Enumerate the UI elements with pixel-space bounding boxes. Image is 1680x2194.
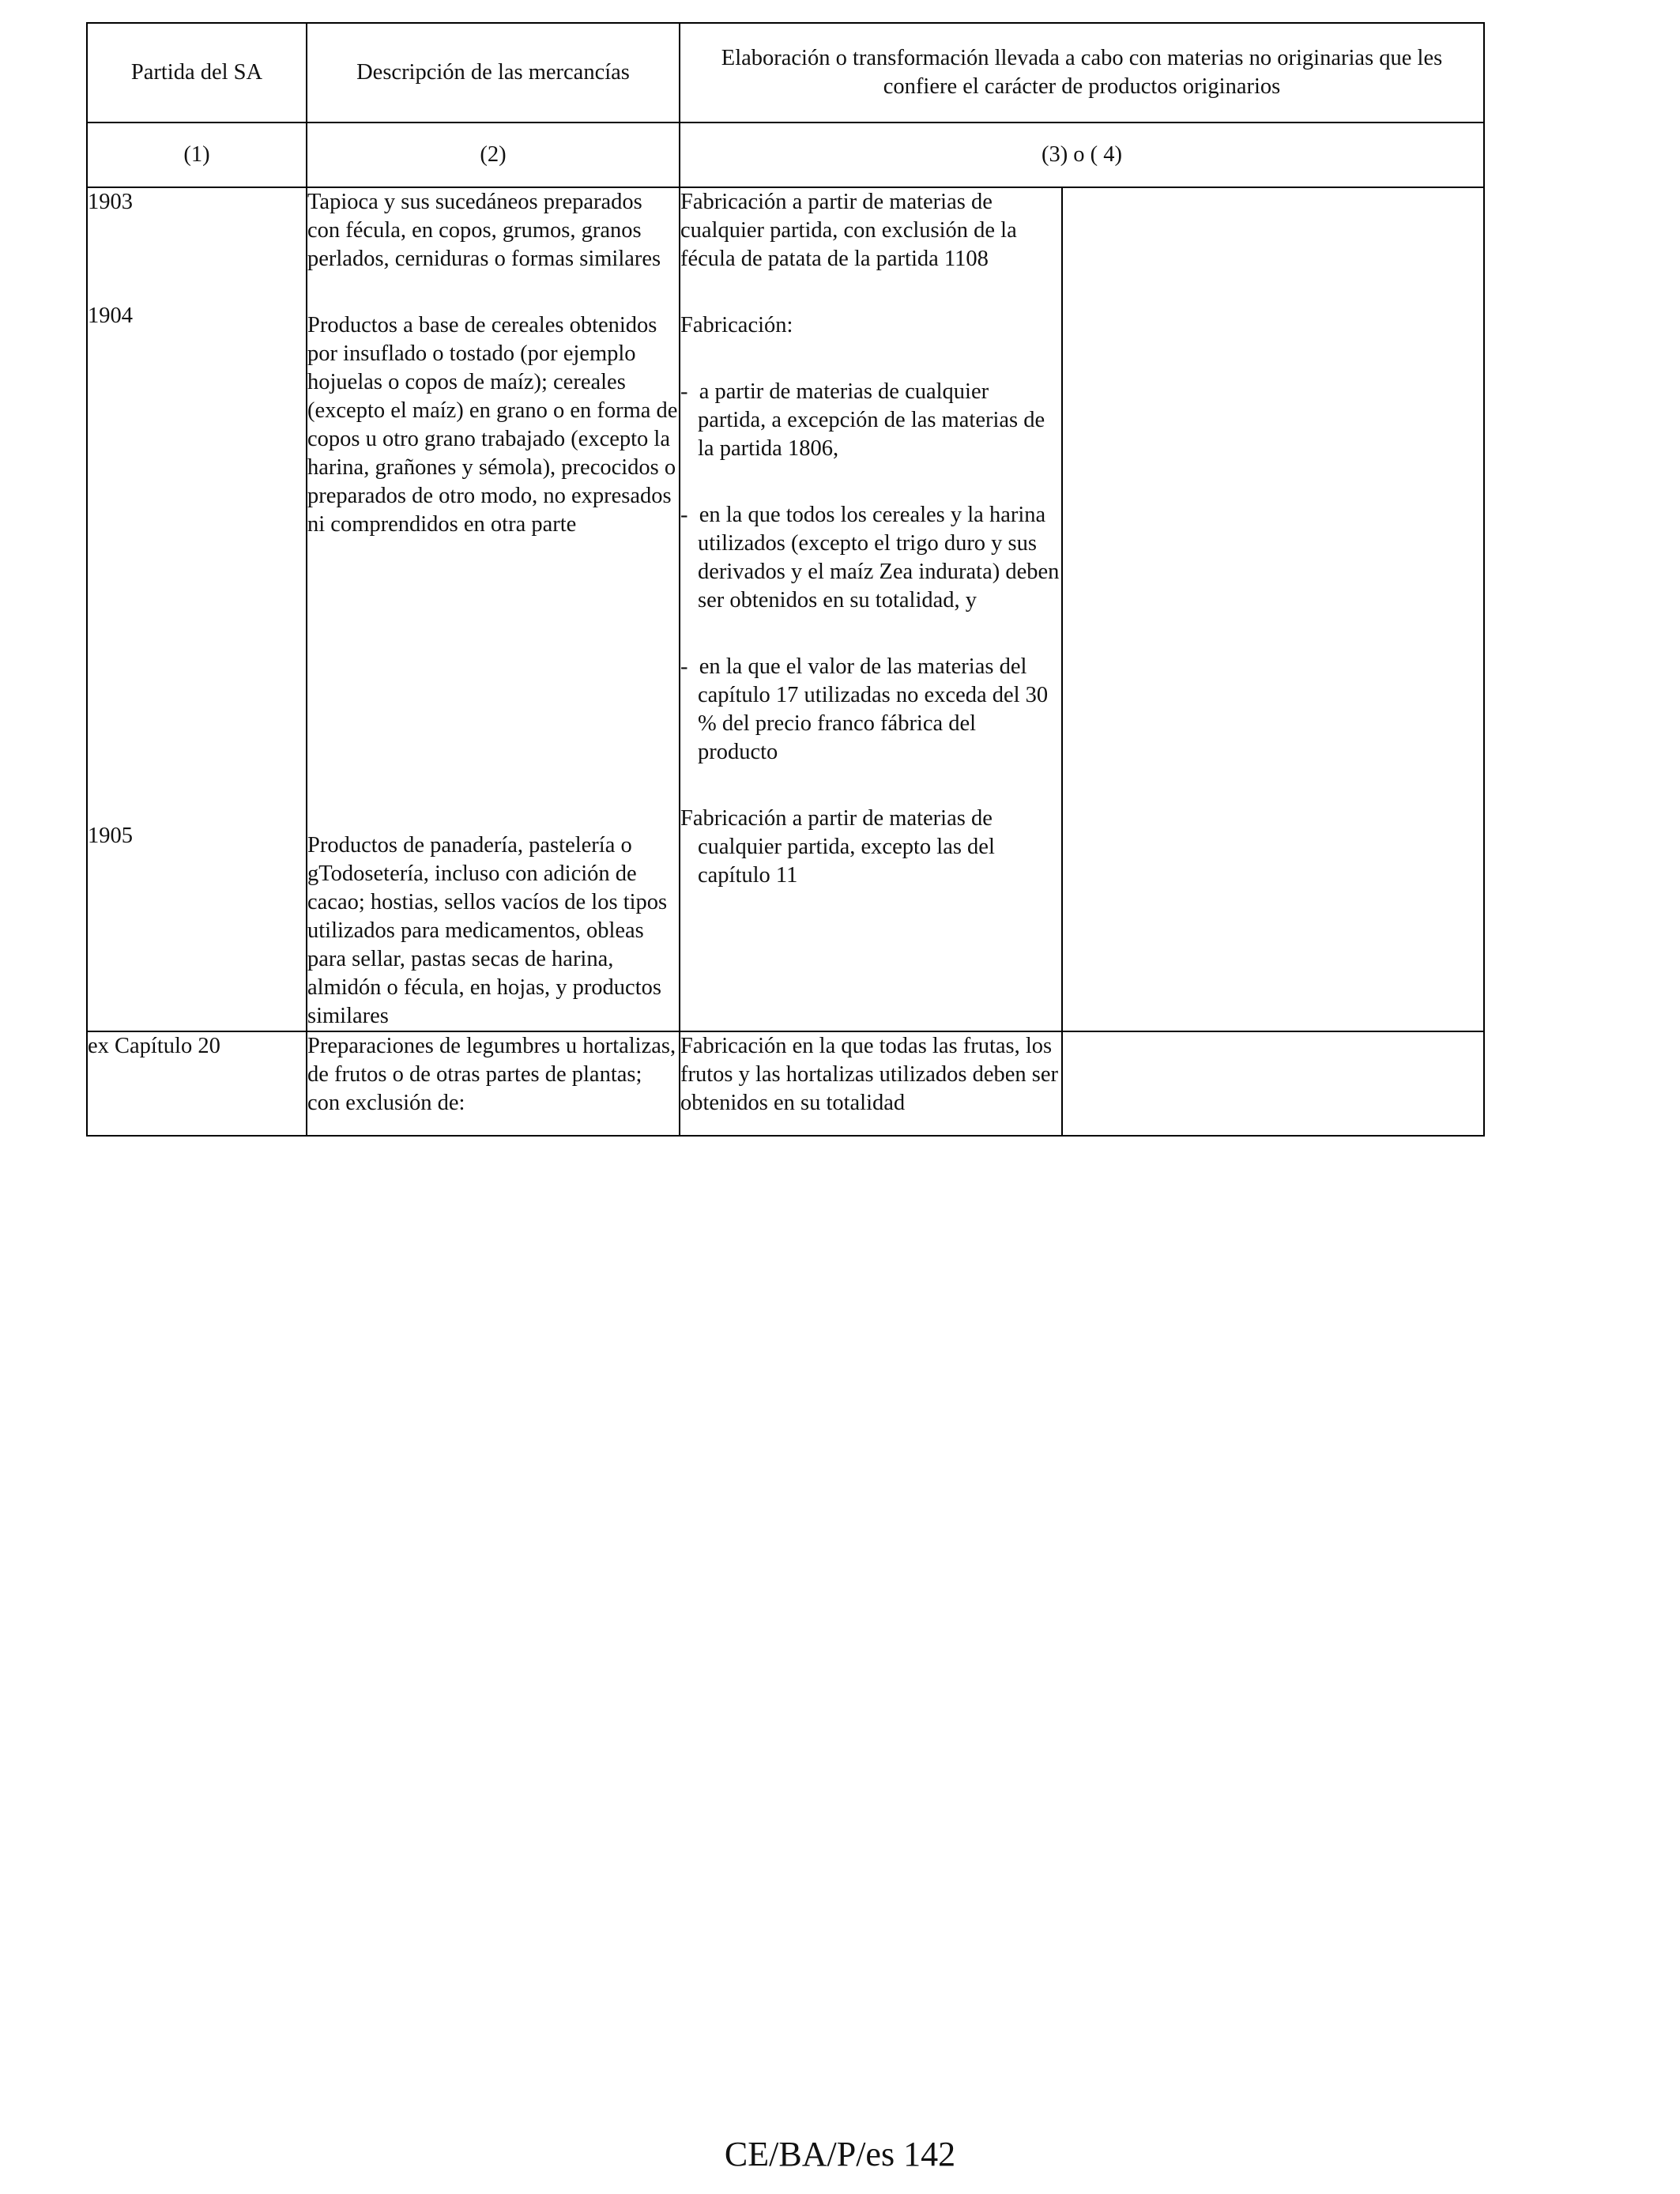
- rule-1905: Fabricación a partir de materias de cualquier partida, excepto las del capítulo 11: [680, 806, 995, 888]
- code-1905: 1905: [88, 824, 133, 848]
- column-number-1: (1): [87, 123, 307, 187]
- page-footer: CE/BA/P/es 142: [724, 2135, 956, 2173]
- rule-1904-bullet: - en la que todos los cereales y la harina utilizados (excepto el trigo duro y sus derivados y el maíz Zea indurata) deben ser obtenidos en su totalidad, y: [680, 503, 1060, 613]
- code-ex-capitulo-20: ex Capítulo 20: [87, 1031, 307, 1136]
- code-1903: 1903: [88, 190, 133, 214]
- column-number-row: [87, 123, 1484, 187]
- description-1903: Tapioca y sus sucedáneos preparados con fécula, en copos, grumos, granos perlados, cerniduras o formas similares: [307, 190, 661, 271]
- header-elaboracion: Elaboración o transformación llevada a cabo con materias no originarias que les confiere el carácter de productos originarios: [680, 23, 1484, 123]
- header-row: [87, 23, 1484, 123]
- rule-1904-bullet: - a partir de materias de cualquier partida, a excepción de las materias de la partida 1806,: [680, 379, 1045, 461]
- table-row-chapter-20: [87, 1031, 1484, 1136]
- rule-cell: [680, 187, 1062, 1031]
- table-row-group-19: [87, 187, 1484, 1031]
- rule-1903: Fabricación a partir de materias de cualquier partida, con exclusión de la fécula de patata de la partida 1108: [680, 190, 1017, 271]
- rules-table: [86, 22, 1485, 1137]
- description-ex-capitulo-20: Preparaciones de legumbres u hortalizas, de frutos o de otras partes de plantas; con exclusión de:: [307, 1031, 680, 1136]
- header-descripcion: Descripción de las mercancías: [307, 23, 680, 123]
- code-cell: [87, 187, 307, 1031]
- column-number-2: (2): [307, 123, 680, 187]
- header-partida: Partida del SA: [87, 23, 307, 123]
- column-number-3-4: (3) o ( 4): [680, 123, 1484, 187]
- rule-ex-capitulo-20: Fabricación en la que todas las frutas, los frutos y las hortalizas utilizados deben ser obtenidos en su totalidad: [680, 1031, 1062, 1136]
- description-cell: [307, 187, 680, 1031]
- description-1904: Productos a base de cereales obtenidos por insuflado o tostado (por ejemplo hojuelas o copos de maíz); cereales (excepto el maíz) en grano o en forma de copos u otro grano trabajado (excepto la harina, grañones y sémola), precocidos o preparados de otro modo, no expresados ni comprendidos en otra parte: [307, 313, 678, 537]
- rule-1904-bullet: - en la que el valor de las materias del capítulo 17 utilizadas no exceda del 30 % del precio franco fábrica del producto: [680, 654, 1049, 764]
- rule-1904-intro: Fabricación:: [680, 313, 793, 337]
- description-1905: Productos de panadería, pastelería o gTodosetería, incluso con adición de cacao; hostias, sellos vacíos de los tipos utilizados para medicamentos, obleas para sellar, pastas secas de harina, almidón o fécula, en hojas, y productos similares: [307, 833, 668, 1028]
- empty-column-cell: [1062, 1031, 1484, 1136]
- code-1904: 1904: [88, 303, 133, 328]
- empty-column-cell: [1062, 187, 1484, 1031]
